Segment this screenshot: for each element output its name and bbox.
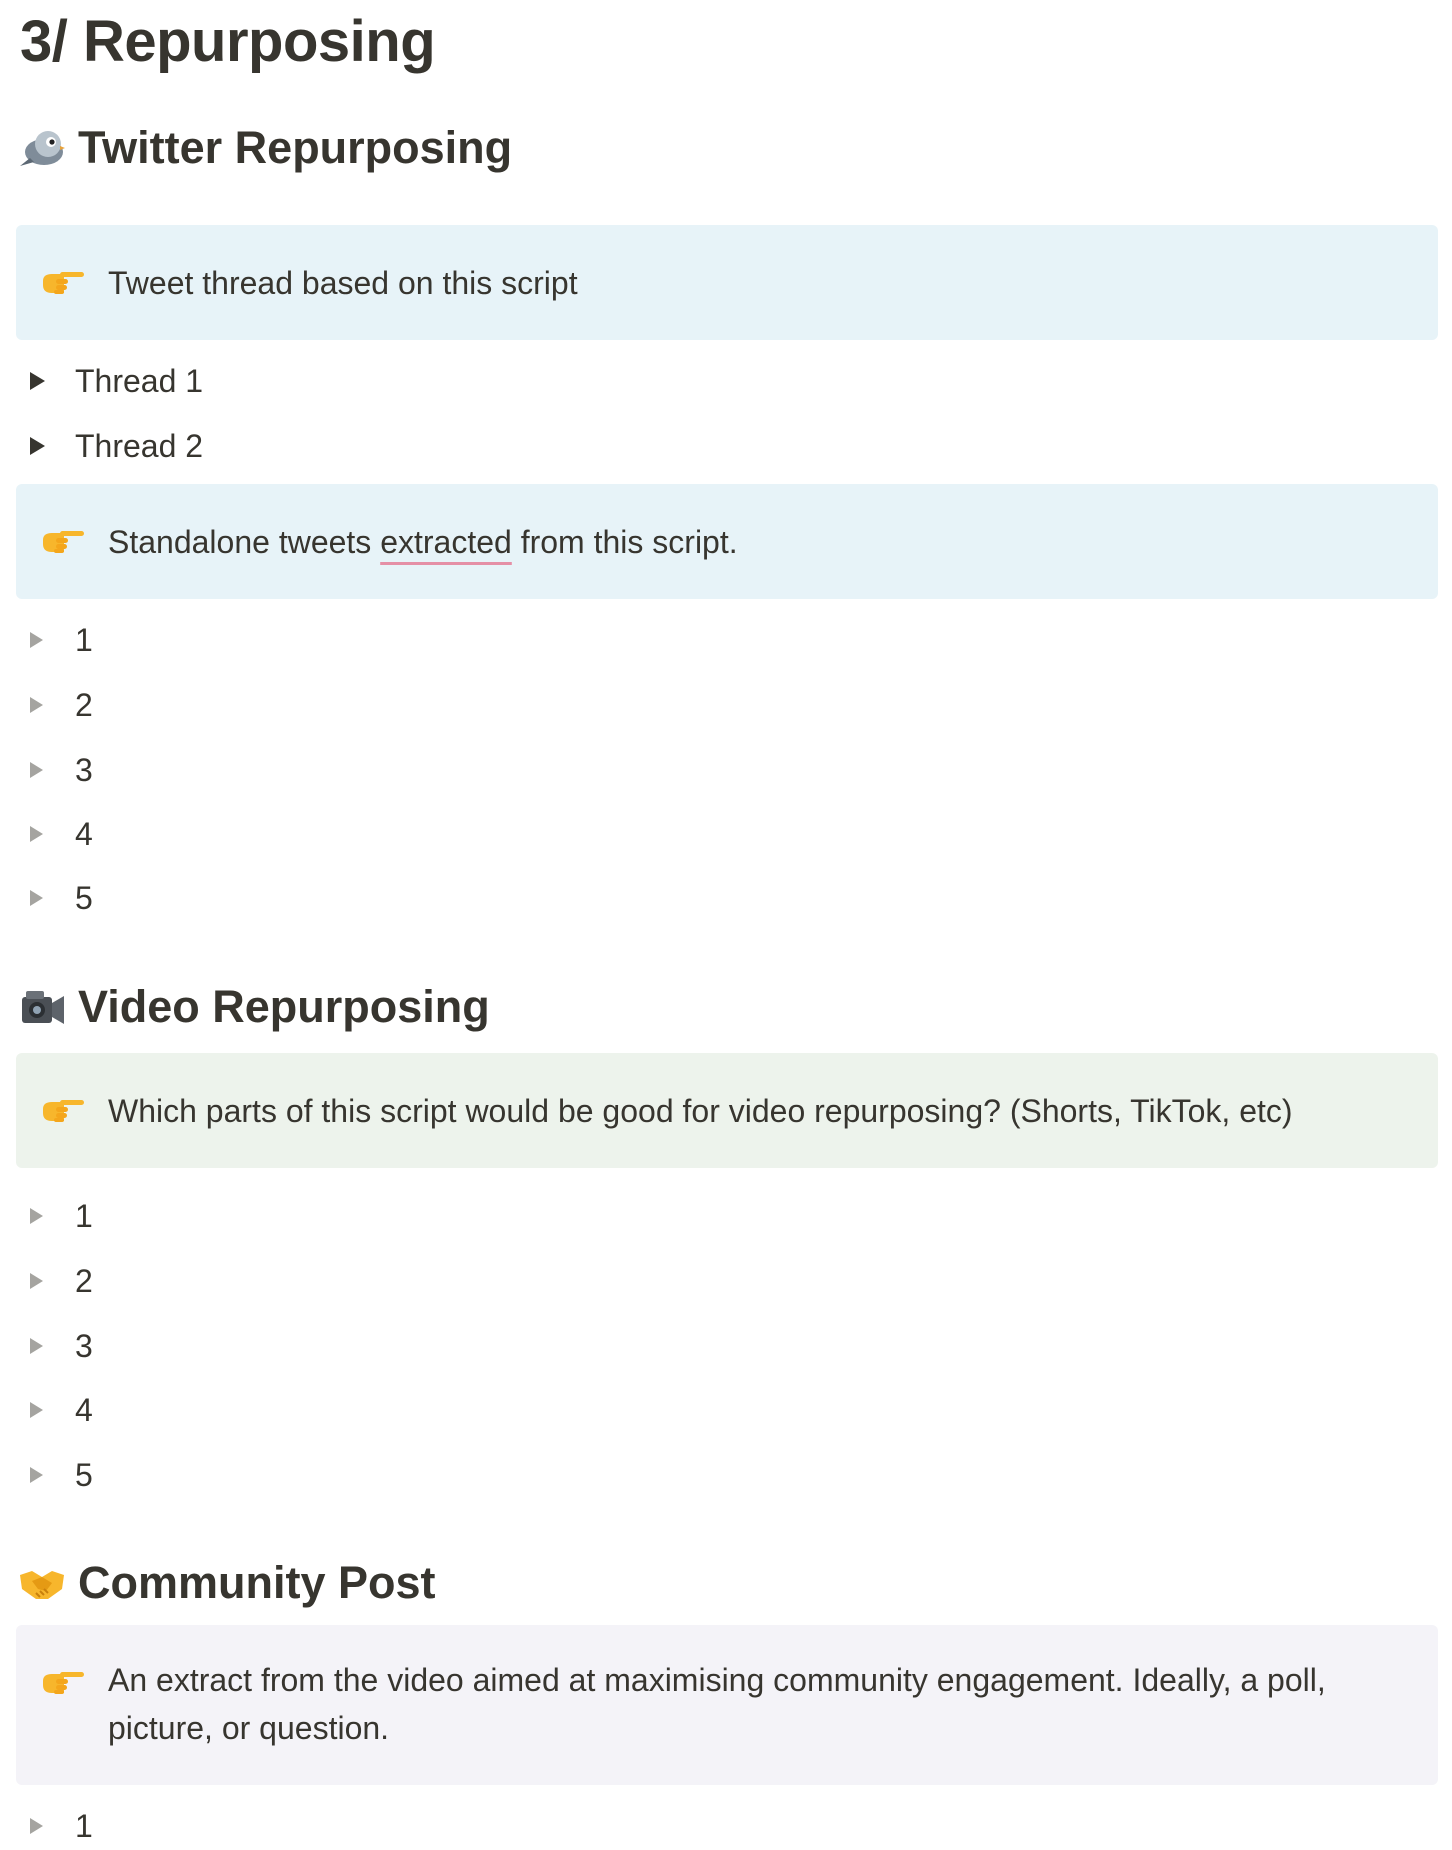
- toggle-triangle-icon[interactable]: [30, 762, 43, 778]
- community-post-callout-text: An extract from the video aimed at maximising community engagement. Ideally, a poll, picture, or question.: [108, 1662, 1326, 1746]
- toggle-label: 4: [75, 815, 93, 852]
- toggle-triangle-icon[interactable]: [30, 1402, 43, 1418]
- toggle-triangle-icon[interactable]: [30, 372, 45, 390]
- community-post-heading: [18, 1553, 436, 1613]
- toggle-triangle-icon[interactable]: [30, 1467, 43, 1483]
- toggle-item-1[interactable]: [30, 1192, 93, 1240]
- tweet-thread-callout: [16, 225, 1438, 340]
- toggle-label: 2: [75, 686, 93, 723]
- spellcheck-underlined-word: extracted: [380, 524, 512, 560]
- toggle-thread-2[interactable]: [30, 422, 203, 470]
- toggle-label: 3: [75, 1327, 93, 1364]
- toggle-item-5[interactable]: [30, 874, 93, 922]
- toggle-triangle-icon[interactable]: [30, 1208, 43, 1224]
- toggle-triangle-icon[interactable]: [30, 632, 43, 648]
- handshake-icon: [18, 1559, 66, 1607]
- toggle-triangle-icon[interactable]: [30, 1338, 43, 1354]
- text-segment: Standalone tweets: [108, 524, 381, 560]
- toggle-label: 1: [75, 621, 93, 658]
- toggle-thread-1[interactable]: [30, 357, 203, 405]
- toggle-label: 5: [75, 879, 93, 916]
- video-repurposing-callout: [16, 1053, 1438, 1168]
- toggle-label: 3: [75, 751, 93, 788]
- pointing-hand-icon: [40, 1667, 86, 1697]
- toggle-triangle-icon[interactable]: [30, 697, 43, 713]
- text-segment: from this script.: [511, 524, 738, 560]
- pointing-hand-icon: [40, 1095, 86, 1125]
- toggle-item-3[interactable]: [30, 746, 93, 794]
- toggle-triangle-icon[interactable]: [30, 1818, 43, 1834]
- video-repurposing-heading: [18, 977, 490, 1037]
- video-repurposing-title: Video Repurposing: [78, 981, 490, 1032]
- toggle-item-2[interactable]: [30, 681, 93, 729]
- toggle-item-5[interactable]: [30, 1451, 93, 1499]
- toggle-label: 5: [75, 1456, 93, 1493]
- toggle-label: 2: [75, 1262, 93, 1299]
- community-post-title: Community Post: [78, 1557, 436, 1608]
- page-title: 3/ Repurposing: [20, 9, 436, 74]
- toggle-item-2[interactable]: [30, 1257, 93, 1305]
- toggle-triangle-icon[interactable]: [30, 826, 43, 842]
- toggle-label: Thread 1: [75, 362, 204, 399]
- standalone-tweets-callout: [16, 484, 1438, 599]
- bird-icon: [18, 124, 66, 172]
- toggle-item-1[interactable]: [30, 616, 93, 664]
- standalone-tweets-callout-text: [108, 518, 1398, 566]
- toggle-label: 1: [75, 1807, 93, 1844]
- tweet-thread-callout-text: Tweet thread based on this script: [108, 265, 578, 301]
- community-post-callout: [16, 1625, 1438, 1785]
- twitter-repurposing-title: Twitter Repurposing: [78, 122, 513, 173]
- video-camera-icon: [18, 983, 66, 1031]
- toggle-label: 1: [75, 1197, 93, 1234]
- video-repurposing-callout-text: Which parts of this script would be good for video repurposing? (Shorts, TikTok, etc): [108, 1093, 1293, 1129]
- twitter-repurposing-heading: [18, 118, 512, 178]
- toggle-item-4[interactable]: [30, 810, 93, 858]
- toggle-triangle-icon[interactable]: [30, 437, 45, 455]
- toggle-item-3[interactable]: [30, 1322, 93, 1370]
- toggle-triangle-icon[interactable]: [30, 890, 43, 906]
- toggle-triangle-icon[interactable]: [30, 1273, 43, 1289]
- toggle-label: Thread 2: [75, 427, 204, 464]
- toggle-item-4[interactable]: [30, 1386, 93, 1434]
- toggle-label: 4: [75, 1391, 93, 1428]
- toggle-item-1[interactable]: [30, 1802, 93, 1850]
- pointing-hand-icon: [40, 526, 86, 556]
- pointing-hand-icon: [40, 267, 86, 297]
